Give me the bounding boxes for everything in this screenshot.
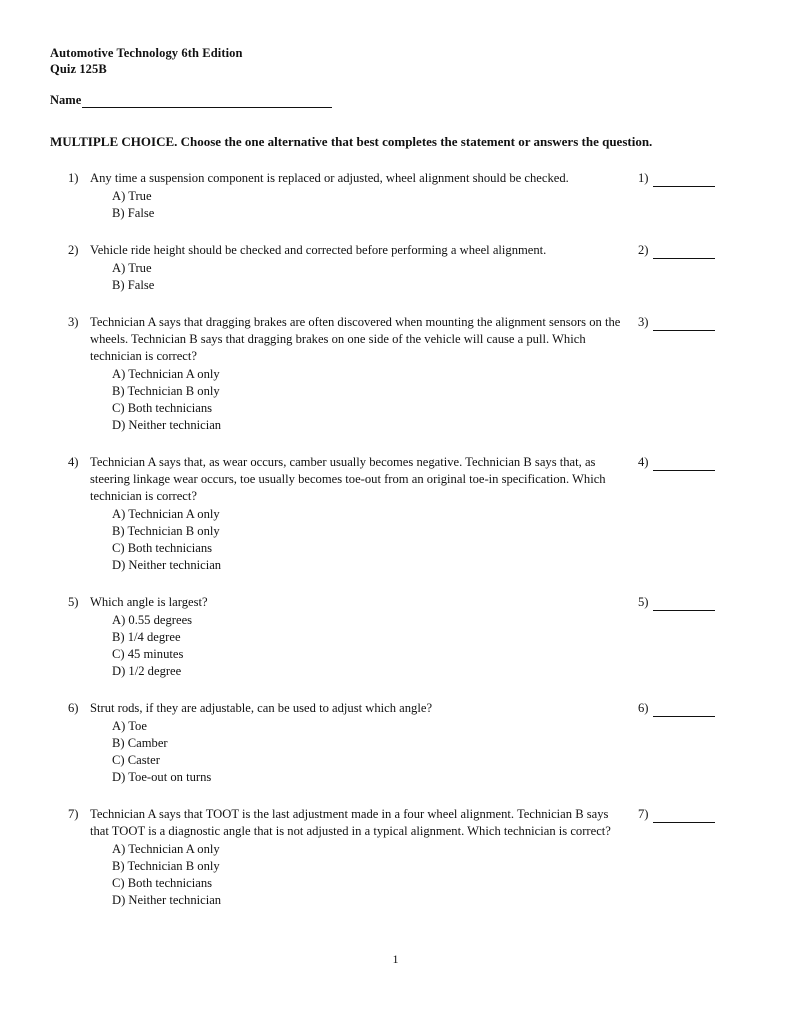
answer-input-line[interactable]: [653, 597, 715, 611]
choice-option[interactable]: C) Both technicians: [112, 541, 213, 555]
choice-option[interactable]: A) Toe: [112, 719, 147, 733]
choice-option[interactable]: D) Neither technician: [112, 893, 222, 907]
choice-option[interactable]: B) False: [112, 206, 155, 220]
answer-slot: [638, 314, 750, 331]
choice-list: [90, 718, 630, 786]
choice-option[interactable]: A) Technician A only: [112, 842, 220, 856]
choice-option[interactable]: B) Technician B only: [112, 384, 220, 398]
question-number: 1): [68, 171, 79, 185]
name-label: Name: [50, 93, 82, 107]
question-number: 5): [68, 595, 79, 609]
question-number: 6): [68, 701, 79, 715]
choice-option[interactable]: B) False: [112, 278, 155, 292]
choice-option[interactable]: A) 0.55 degrees: [112, 613, 193, 627]
choice-option[interactable]: A) Technician A only: [112, 507, 220, 521]
choice-option[interactable]: A) True: [112, 261, 152, 275]
answer-input-line[interactable]: [653, 809, 715, 823]
choice-list: [90, 188, 630, 222]
question-number: 2): [68, 243, 79, 257]
answer-number: 5): [638, 595, 649, 609]
course-title: Automotive Technology 6th Edition: [50, 46, 243, 60]
question-item: [50, 594, 750, 680]
question-text: Strut rods, if they are adjustable, can be used to adjust which angle?: [90, 701, 433, 715]
quiz-title: Quiz 125B: [50, 62, 107, 76]
answer-slot: [638, 242, 750, 259]
question-list: [50, 170, 750, 909]
choice-option[interactable]: B) Technician B only: [112, 524, 220, 538]
instructions: MULTIPLE CHOICE. Choose the one alternative that best completes the statement or answers the question.: [50, 134, 653, 149]
question-text: Any time a suspension component is replaced or adjusted, wheel alignment should be checked.: [90, 171, 569, 185]
question-text: Technician A says that dragging brakes are often discovered when mounting the alignment sensors on the wheels. Technician B says that dragging brakes on one side of the vehicle will cause a pull. Which technician is correct?: [90, 315, 621, 363]
question-text: Vehicle ride height should be checked and corrected before performing a wheel alignment.: [90, 243, 547, 257]
answer-input-line[interactable]: [653, 703, 715, 717]
choice-option[interactable]: A) Technician A only: [112, 367, 220, 381]
name-row: [50, 93, 750, 108]
answer-slot: [638, 454, 750, 471]
choice-option[interactable]: C) Both technicians: [112, 876, 213, 890]
question-number: 7): [68, 807, 79, 821]
answer-number: 1): [638, 171, 649, 185]
choice-list: [90, 612, 630, 680]
answer-slot: [638, 700, 750, 717]
choice-option[interactable]: A) True: [112, 189, 152, 203]
answer-number: 3): [638, 315, 649, 329]
answer-input-line[interactable]: [653, 317, 715, 331]
choice-option[interactable]: D) Toe-out on turns: [112, 770, 212, 784]
answer-slot: [638, 594, 750, 611]
choice-list: [90, 506, 630, 574]
choice-option[interactable]: C) Both technicians: [112, 401, 213, 415]
choice-option[interactable]: D) Neither technician: [112, 558, 222, 572]
question-text: Which angle is largest?: [90, 595, 208, 609]
choice-option[interactable]: D) 1/2 degree: [112, 664, 182, 678]
question-item: [50, 314, 750, 434]
question-item: [50, 454, 750, 574]
answer-input-line[interactable]: [653, 245, 715, 259]
answer-number: 7): [638, 807, 649, 821]
choice-list: [90, 260, 630, 294]
question-text: Technician A says that TOOT is the last adjustment made in a four wheel alignment. Technician B says that TOOT is a diagnostic angle that is not adjusted in a typical alignment. Which technician is correct?: [90, 807, 611, 838]
choice-option[interactable]: D) Neither technician: [112, 418, 222, 432]
answer-number: 2): [638, 243, 649, 257]
answer-number: 4): [638, 455, 649, 469]
answer-input-line[interactable]: [653, 457, 715, 471]
question-number: 4): [68, 455, 79, 469]
question-item: [50, 806, 750, 909]
page-content: [50, 45, 750, 909]
choice-option[interactable]: B) 1/4 degree: [112, 630, 181, 644]
page-number: 1: [392, 952, 399, 966]
choice-option[interactable]: B) Camber: [112, 736, 168, 750]
question-item: [50, 170, 750, 222]
name-input-line[interactable]: [82, 95, 332, 108]
choice-option[interactable]: C) 45 minutes: [112, 647, 184, 661]
question-text: Technician A says that, as wear occurs, camber usually becomes negative. Technician B says that, as steering linkage wear occurs, toe usually becomes toe-out from an original toe-in specification. Which technician is correct?: [90, 455, 606, 503]
question-item: [50, 700, 750, 786]
answer-slot: [638, 806, 750, 823]
question-number: 3): [68, 315, 79, 329]
choice-list: [90, 841, 630, 909]
answer-input-line[interactable]: [653, 173, 715, 187]
choice-option[interactable]: C) Caster: [112, 753, 160, 767]
choice-option[interactable]: B) Technician B only: [112, 859, 220, 873]
answer-number: 6): [638, 701, 649, 715]
answer-slot: [638, 170, 750, 187]
choice-list: [90, 366, 630, 434]
question-item: [50, 242, 750, 294]
